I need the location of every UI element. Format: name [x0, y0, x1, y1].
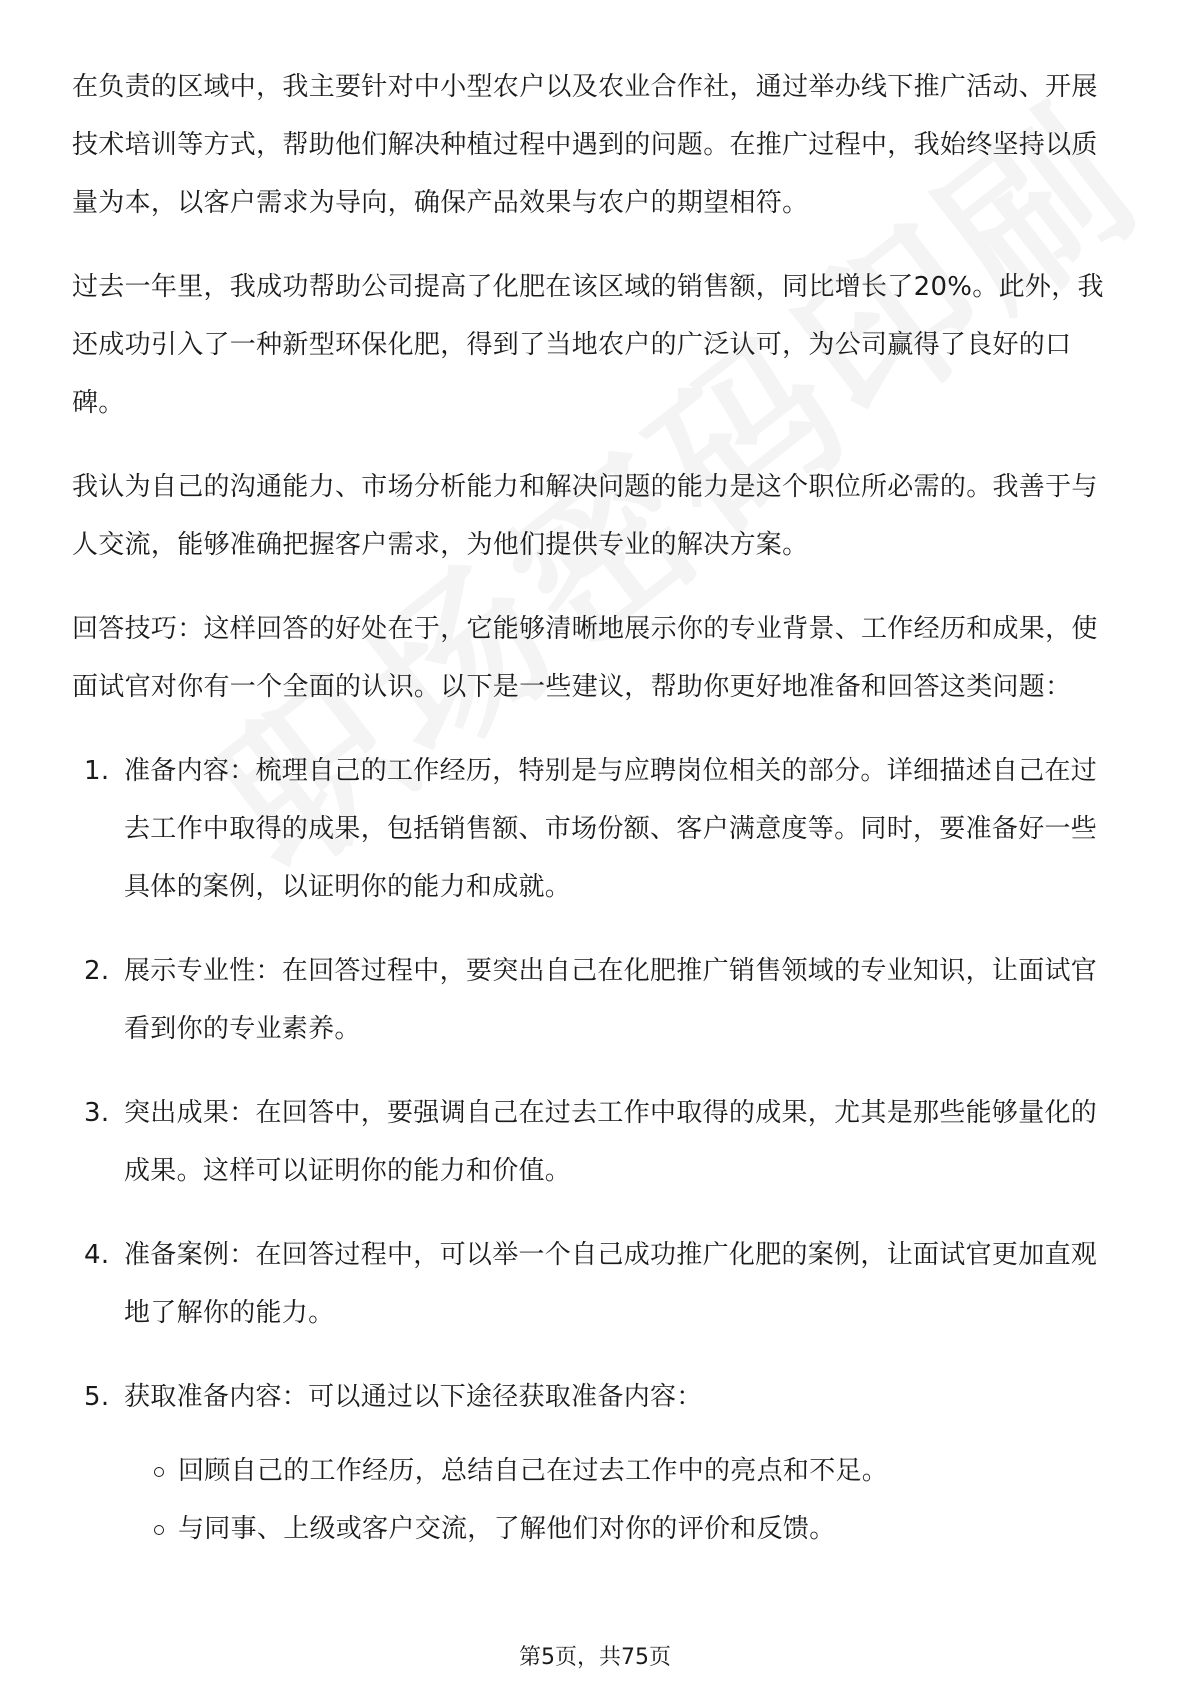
- tips-list: [72, 742, 1122, 1558]
- sub-list-item: [150, 1442, 1122, 1500]
- sub-list: [150, 1442, 1122, 1558]
- list-item: [72, 942, 1122, 1058]
- list-item: [72, 1084, 1122, 1200]
- paragraph-achievements: 过去一年里，我成功帮助公司提高了化肥在该区域的销售额，同比增长了20%。此外，我还成功引入了一种新型环保化肥，得到了当地农户的广泛认可，为公司赢得了良好的口碑。: [72, 272, 1104, 418]
- paragraph-answer-tips: 回答技巧：这样回答的好处在于，它能够清晰地展示你的专业背景、工作经历和成果，使面试官对你有一个全面的认识。以下是一些建议，帮助你更好地准备和回答这类问题：: [72, 614, 1098, 702]
- circle-bullet-icon: [154, 1525, 164, 1535]
- list-item-number: 3.: [84, 1098, 110, 1128]
- sub-list-item-text: 与同事、上级或客户交流，了解他们对你的评价和反馈。: [178, 1514, 836, 1544]
- sub-list-item: [150, 1500, 1122, 1558]
- list-item-text: 获取准备内容：可以通过以下途径获取准备内容：: [124, 1382, 703, 1412]
- sub-list-item-text: 回顾自己的工作经历，总结自己在过去工作中的亮点和不足。: [178, 1456, 889, 1486]
- list-item-number: 1.: [84, 756, 110, 786]
- circle-bullet-icon: [154, 1467, 164, 1477]
- list-item: [72, 742, 1122, 916]
- list-item-text: 展示专业性：在回答过程中，要突出自己在化肥推广销售领域的专业知识，让面试官看到你的专业素养。: [124, 956, 1098, 1044]
- list-item-number: 5.: [84, 1382, 110, 1412]
- list-item-number: 4.: [84, 1240, 110, 1270]
- list-item-text: 准备内容：梳理自己的工作经历，特别是与应聘岗位相关的部分。详细描述自己在过去工作中取得的成果，包括销售额、市场份额、客户满意度等。同时，要准备好一些具体的案例，以证明你的能力和成就。: [124, 756, 1098, 902]
- list-item-text: 突出成果：在回答中，要强调自己在过去工作中取得的成果，尤其是那些能够量化的成果。这样可以证明你的能力和价值。: [124, 1098, 1098, 1186]
- list-item: [72, 1226, 1122, 1342]
- document-body: [72, 58, 1122, 1584]
- list-item-number: 2.: [84, 956, 110, 986]
- list-item: [72, 1368, 1122, 1558]
- paragraph-responsibility: 在负责的区域中，我主要针对中小型农户以及农业合作社，通过举办线下推广活动、开展技术培训等方式，帮助他们解决种植过程中遇到的问题。在推广过程中，我始终坚持以质量为本，以客户需求为导向，确保产品效果与农户的期望相符。: [72, 72, 1098, 218]
- page-number-footer: 第5页，共75页: [519, 1645, 671, 1670]
- list-item-text: 准备案例：在回答过程中，可以举一个自己成功推广化肥的案例，让面试官更加直观地了解你的能力。: [124, 1240, 1098, 1328]
- paragraph-abilities: 我认为自己的沟通能力、市场分析能力和解决问题的能力是这个职位所必需的。我善于与人交流，能够准确把握客户需求，为他们提供专业的解决方案。: [72, 472, 1098, 560]
